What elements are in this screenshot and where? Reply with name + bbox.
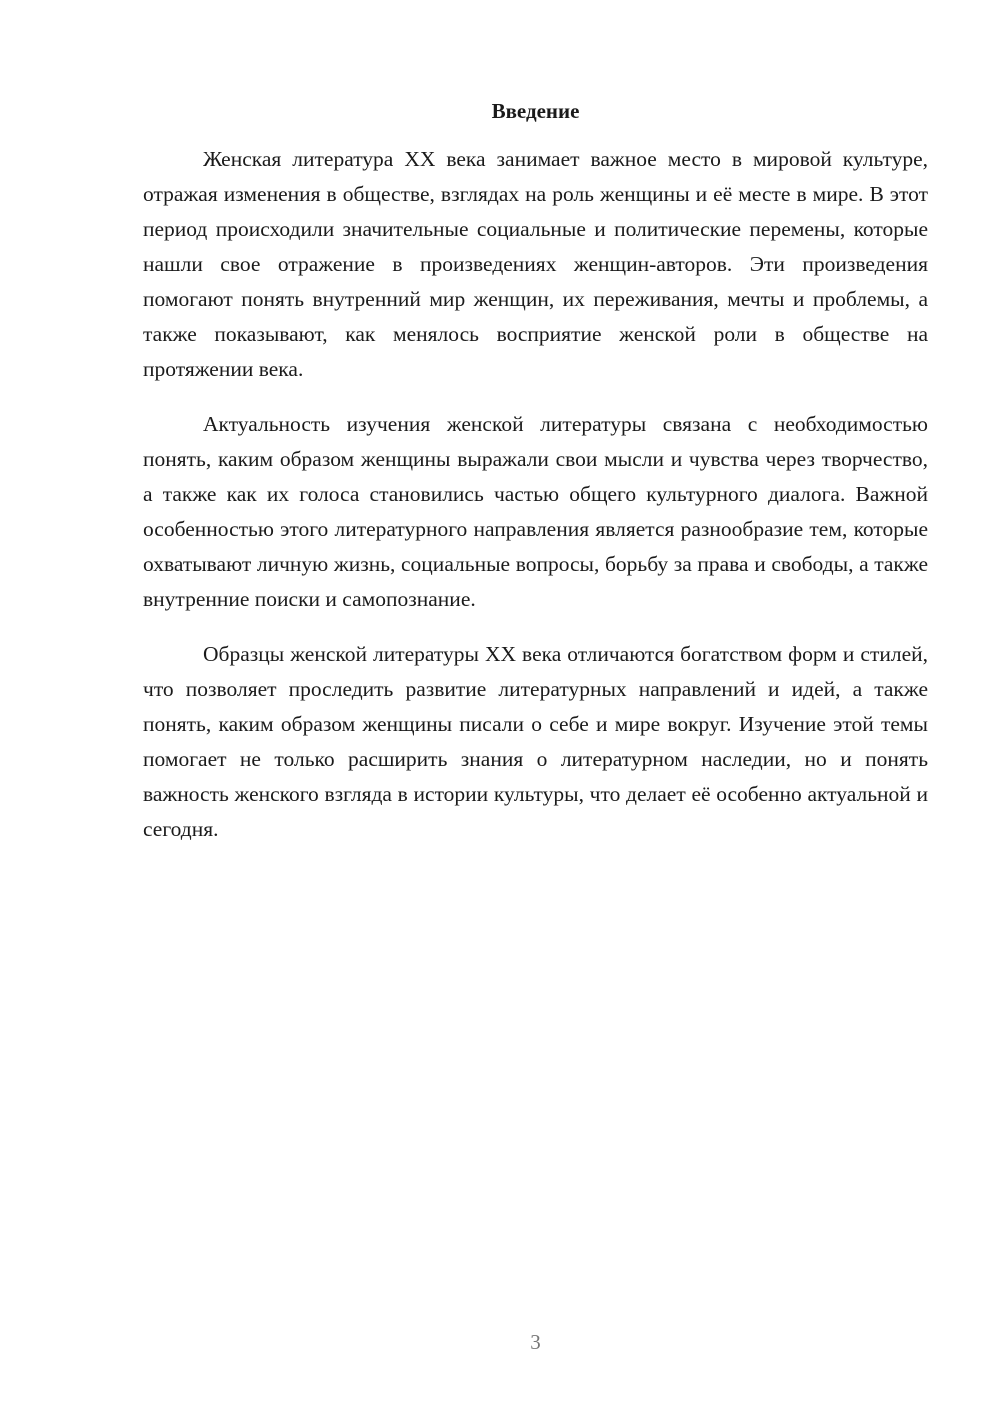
page-title: Введение	[491, 99, 580, 123]
paragraph-1: Женская литература XX века занимает важное место в мировой культуре, отражая изменения в обществе, взглядах на роль женщины и её месте в мире. В этот период происходили значительные социальные и политические перемены, которые нашли свое отражение в произведениях женщин-авторов. Эти произведения помогают понять внутренний мир женщин, их переживания, мечты и проблемы, а также показывают, как менялось восприятие женской роли в обществе на протяжении века.	[143, 147, 928, 381]
paragraph-2: Актуальность изучения женской литературы связана с необходимостью понять, каким образом женщины выражали свои мысли и чувства через творчество, а также как их голоса становились частью общего культурного диалога. Важной особенностью этого литературного направления является разнообразие тем, которые охватывают личную жизнь, социальные вопросы, борьбу за права и свободы, а также внутренние поиски и самопознание.	[143, 412, 928, 611]
document-body	[143, 142, 928, 867]
page-number: 3	[530, 1330, 541, 1354]
paragraph-3: Образцы женской литературы XX века отличаются богатством форм и стилей, что позволяет проследить развитие литературных направлений и идей, а также понять, каким образом женщины писали о себе и мире вокруг. Изучение этой темы помогает не только расширить знания о литературном наследии, но и понять важность женского взгляда в истории культуры, что делает её особенно актуальной и сегодня.	[143, 642, 928, 841]
